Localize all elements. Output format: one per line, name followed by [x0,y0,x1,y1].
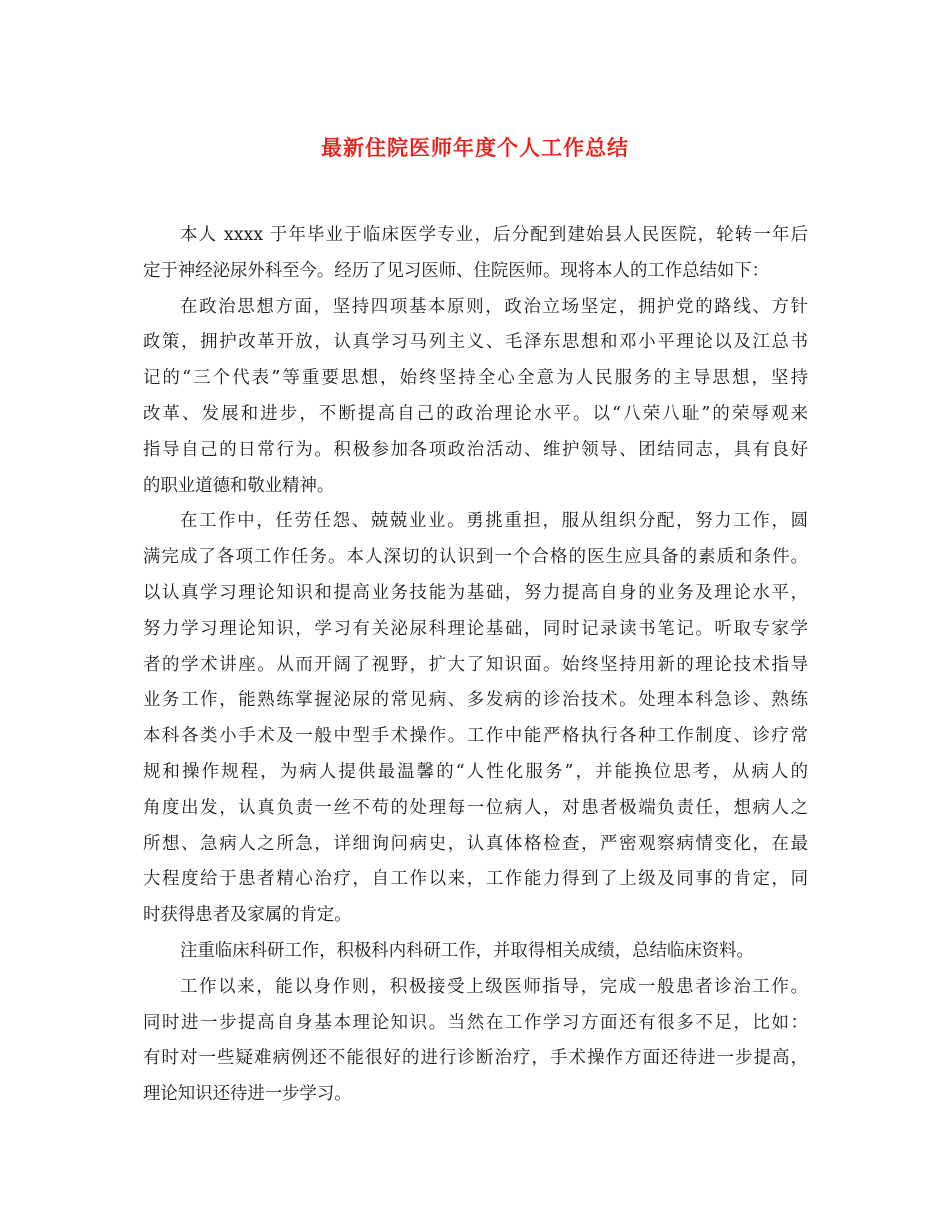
paragraph-line: 大程度给于患者精心治疗，自工作以来，工作能力得到了上级及同事的肯定，同 [143,869,808,890]
paragraph-line: 的职业道德和敬业精神。 [143,475,335,496]
paragraph-line: 改革、发展和进步，不断提高自己的政治理论水平。以“八荣八耻”的荣辱观来 [143,403,808,424]
paragraph-line: 努力学习理论知识，学习有关泌尿科理论基础，同时记录读书笔记。听取专家学 [143,618,808,639]
paragraph-line: 注重临床科研工作，积极科内科研工作，并取得相关成绩，总结临床资料。 [180,940,754,961]
paragraph-line: 记的“三个代表”等重要思想，始终坚持全心全意为人民服务的主导思想，坚持 [143,368,808,389]
paragraph-line: 本人 xxxx 于年毕业于临床医学专业，后分配到建始县人民医院，轮转一年后 [180,225,808,245]
paragraph-line: 理论知识还待进一步学习。 [143,1084,352,1105]
paragraph-line: 时获得患者及家属的肯定。 [143,905,352,926]
paragraph-line: 有时对一些疑难病例还不能很好的进行诊断治疗，手术操作方面还待进一步提高， [143,1048,808,1069]
paragraph-line: 规和操作规程，为病人提供最温馨的“人性化服务”，并能换位思考，从病人的 [143,761,808,782]
paragraph-line: 政策，拥护改革开放，认真学习马列主义、毛泽东思想和邓小平理论以及江总书 [143,332,808,353]
paragraph-line: 指导自己的日常行为。积极参加各项政治活动、维护领导、团结同志，具有良好 [143,439,808,460]
paragraph-line: 同时进一步提高自身基本理论知识。当然在工作学习方面还有很多不足，比如： [143,1012,808,1033]
paragraph-line: 在政治思想方面，坚持四项基本原则，政治立场坚定，拥护党的路线、方针 [180,296,808,317]
paragraph-line: 本科各类小手术及一般中型手术操作。工作中能严格执行各种工作制度、诊疗常 [143,726,808,747]
paragraph-2 [143,290,808,505]
document-body [143,218,808,1113]
paragraph-5 [143,970,808,1113]
paragraph-line: 业务工作，能熟练掌握泌尿的常见病、多发病的诊治技术。处理本科急诊、熟练 [143,690,808,711]
paragraph-line: 满完成了各项工作任务。本人深切的认识到一个合格的医生应具备的素质和条件。 [143,547,808,568]
paragraph-line: 角度出发，认真负责一丝不苟的处理每一位病人，对患者极端负责任，想病人之 [143,797,808,818]
paragraph-line: 工作以来，能以身作则，积极接受上级医师指导，完成一般患者诊治工作。 [180,976,808,997]
paragraph-line: 在工作中，任劳任怨、兢兢业业。勇挑重担，服从组织分配，努力工作，圆 [180,511,808,532]
document-title: 最新住院医师年度个人工作总结 [321,135,629,160]
paragraph-line: 定于神经泌尿外科至今。经历了见习医师、住院医师。现将本人的工作总结如下： [143,260,770,281]
paragraph-4 [143,934,808,970]
paragraph-line: 所想、急病人之所急，详细询问病史，认真体格检查，严密观察病情变化，在最 [143,833,808,854]
paragraph-3 [143,504,808,934]
paragraph-line: 者的学术讲座。从而开阔了视野，扩大了知识面。始终坚持用新的理论技术指导 [143,654,808,675]
paragraph-1 [143,218,808,290]
paragraph-line: 以认真学习理论知识和提高业务技能为基础，努力提高自身的业务及理论水平， [143,582,808,603]
